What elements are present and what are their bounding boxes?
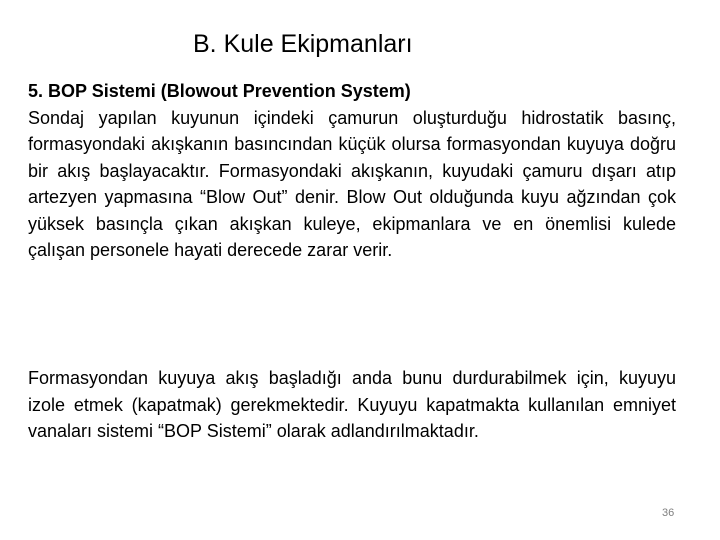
- paragraph-bop-system-description: Formasyondan kuyuya akış başladığı anda bunu durdurabilmek için, kuyuyu izole etmek (kapatmak) gerekmektedir. Kuyuyu kapatmakta kullanılan emniyet vanaları sistemi “BOP Sistemi” olarak adlandırılmaktadır.: [28, 368, 676, 441]
- content-block-1: [28, 78, 676, 264]
- page-number: 36: [662, 507, 675, 519]
- content-block-2: [28, 365, 676, 445]
- section-heading: 5. BOP Sistemi (Blowout Prevention System): [28, 81, 411, 101]
- paragraph-blowout-description: Sondaj yapılan kuyunun içindeki çamurun oluşturduğu hidrostatik basınç, formasyondaki akışkanın basıncından küçük olursa formasyondan kuyuya doğru bir akış başlayacaktır. Formasyondaki akışkanın, kuyudaki çamuru dışarı atıp artezyen yapmasına “Blow Out” denir. Blow Out olduğunda kuyu ağzından çok yüksek basınçla çıkan akışkan kuleye, ekipmanlara ve en önemlisi kulede çalışan personele hayati derecede zarar verir.: [28, 107, 676, 260]
- slide-title: B. Kule Ekipmanları: [193, 30, 413, 58]
